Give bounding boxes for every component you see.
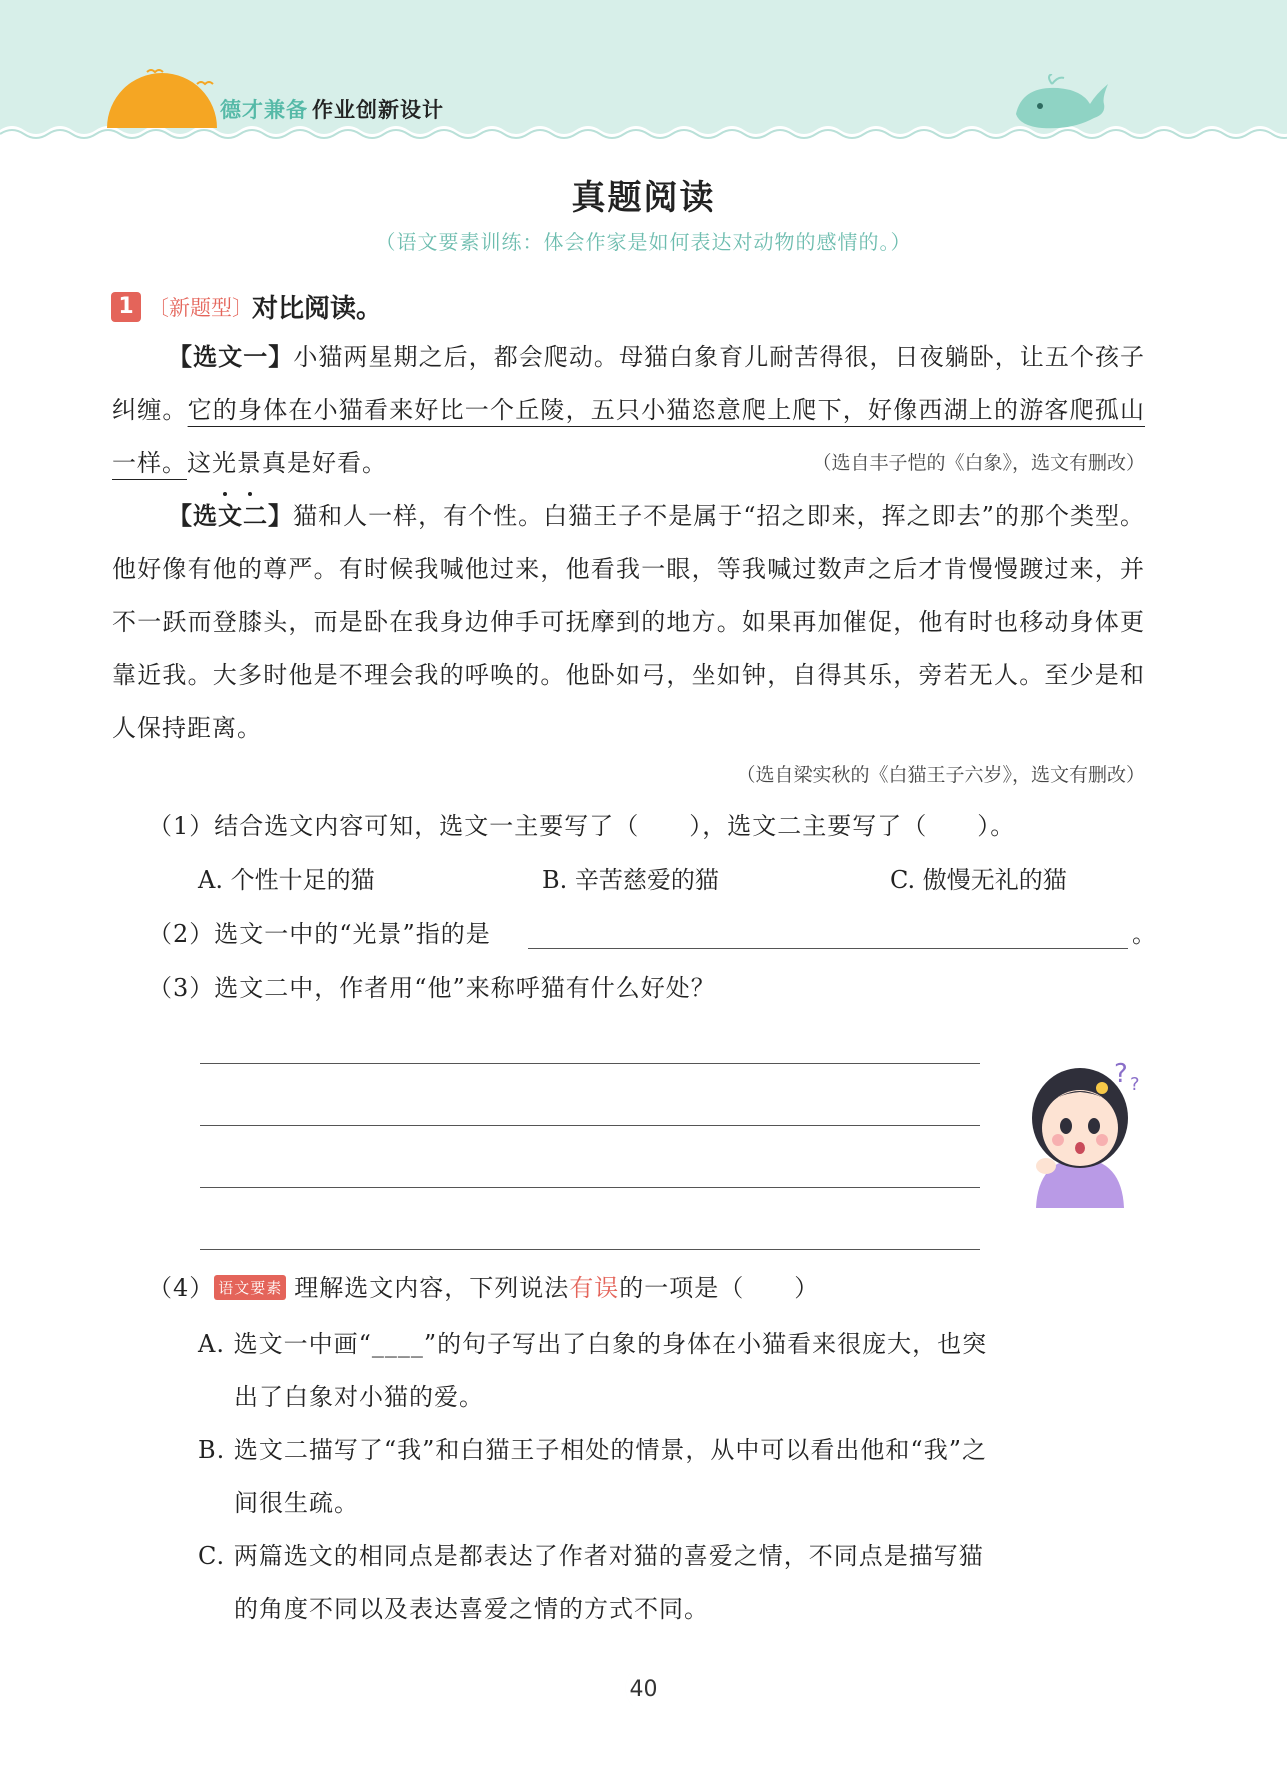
passage-2-source: （选自梁实秋的《白猫王子六岁》，选文有删改） <box>736 764 1145 786</box>
sub-question-4-prefix: （4） <box>148 1274 215 1302</box>
passage-1-tail: 真是好看。 <box>262 449 387 477</box>
choice-a[interactable] <box>198 1318 1145 1424</box>
dotted-char-1: 光 <box>212 437 237 490</box>
choice-c[interactable] <box>198 1530 1145 1636</box>
choice-b-line-2: 间很生疏。 <box>234 1489 359 1517</box>
sub-question-3: （3）选文二中，作者用“他”来称呼猫有什么好处？ <box>148 974 716 1002</box>
choice-b-line-1: B. 选文二描写了“我”和白猫王子相处的情景，从中可以看出他和“我”之 <box>198 1436 987 1464</box>
choice-c-line-1: C. 两篇选文的相同点是都表达了作者对猫的喜爱之情，不同点是描写猫 <box>198 1542 984 1570</box>
sub-question-2: （2）选文一中的“光景”指的是 <box>148 920 491 948</box>
option-a[interactable]: A. 个性十足的猫 <box>198 866 375 894</box>
question-number: 1 <box>111 292 141 322</box>
sub-question-4-text: 理解选文内容，下列说法 <box>294 1274 570 1302</box>
sub-question-2-end: 。 <box>1132 920 1156 948</box>
passage-1-source: （选自丰子恺的《白象》，选文有删改） <box>812 452 1145 474</box>
choice-a-line-2: 出了白象对小猫的爱。 <box>234 1383 484 1411</box>
sub-question-4-tail: 的一项是（ ） <box>619 1274 820 1302</box>
passage-2-label: 【选文二】 <box>168 502 294 530</box>
choice-c-line-2: 的角度不同以及表达喜爱之情的方式不同。 <box>234 1595 709 1623</box>
choice-b[interactable] <box>198 1424 1145 1530</box>
svg-text:?: ? <box>1130 1074 1140 1095</box>
brand-colored: 德才兼备 <box>220 98 308 122</box>
answer-line-2[interactable] <box>200 1125 980 1126</box>
choice-a-line-1: A. 选文一中画“____”的句子写出了白象的身体在小猫看来很庞大，也突 <box>198 1330 988 1358</box>
sun-icon <box>107 66 217 128</box>
passage-1-dotted-word <box>212 449 262 477</box>
answer-line-4[interactable] <box>200 1249 980 1250</box>
yuwen-yaosu-badge: 语文要素 <box>214 1275 286 1300</box>
option-c[interactable]: C. 傲慢无礼的猫 <box>890 866 1067 894</box>
passage-1-text: 小猫两星期之后，都会爬动。母猫白象育儿耐苦得很，日夜躺卧，让五个孩子纠缠。 <box>112 343 1146 424</box>
dotted-char-2: 景 <box>237 437 262 490</box>
passage-1-pre-dot: 这 <box>187 449 212 477</box>
passage-1-underlined: 它的身体在小猫看来好比一个丘陵，五只小猫恣意爬上爬下，好像西湖上的游客爬孤山一样。 <box>112 396 1146 477</box>
passage-2 <box>112 490 1145 755</box>
thinking-girl-illustration <box>1006 1048 1156 1208</box>
page-number: 40 <box>629 1677 658 1702</box>
brand-plain: 作业创新设计 <box>312 98 444 122</box>
answer-line-1[interactable] <box>200 1063 980 1064</box>
sub-question-4 <box>148 1268 819 1303</box>
question-tag: 〔新题型〕 <box>148 296 253 320</box>
whale-icon <box>1012 74 1112 134</box>
page-title: 真题阅读 <box>571 178 716 218</box>
sub-question-1: （1）结合选文内容可知，选文一主要写了（ ），选文二主要写了（ ）。 <box>148 812 1016 840</box>
option-b[interactable]: B. 辛苦慈爱的猫 <box>542 866 719 894</box>
passage-2-text: 猫和人一样，有个性。白猫王子不是属于“招之即来，挥之即去”的那个类型。他好像有他的尊严。有时候我喊他过来，他看我一眼，等我喊过数声之后才肯慢慢踱过来，并不一跃而登膝头，而是卧在我身边伸手可抚摩到的地方。如果再加催促，他有时也移动身体更靠近我。大多时他是不理会我的呼唤的。他卧如弓，坐如钟，自得其乐，旁若无人。至少是和人保持距离。 <box>112 502 1145 742</box>
passage-1 <box>112 331 1145 490</box>
page-subtitle: （语文要素训练：体会作家是如何表达对动物的感情的。） <box>375 230 912 254</box>
answer-blank-2[interactable] <box>528 948 1128 949</box>
answer-line-3[interactable] <box>200 1187 980 1188</box>
passage-1-label: 【选文一】 <box>168 343 294 371</box>
question-title: 对比阅读。 <box>252 294 383 324</box>
svg-text:?: ? <box>1114 1059 1128 1089</box>
sub-question-4-highlight: 有误 <box>569 1274 620 1302</box>
brand-title <box>220 94 444 124</box>
